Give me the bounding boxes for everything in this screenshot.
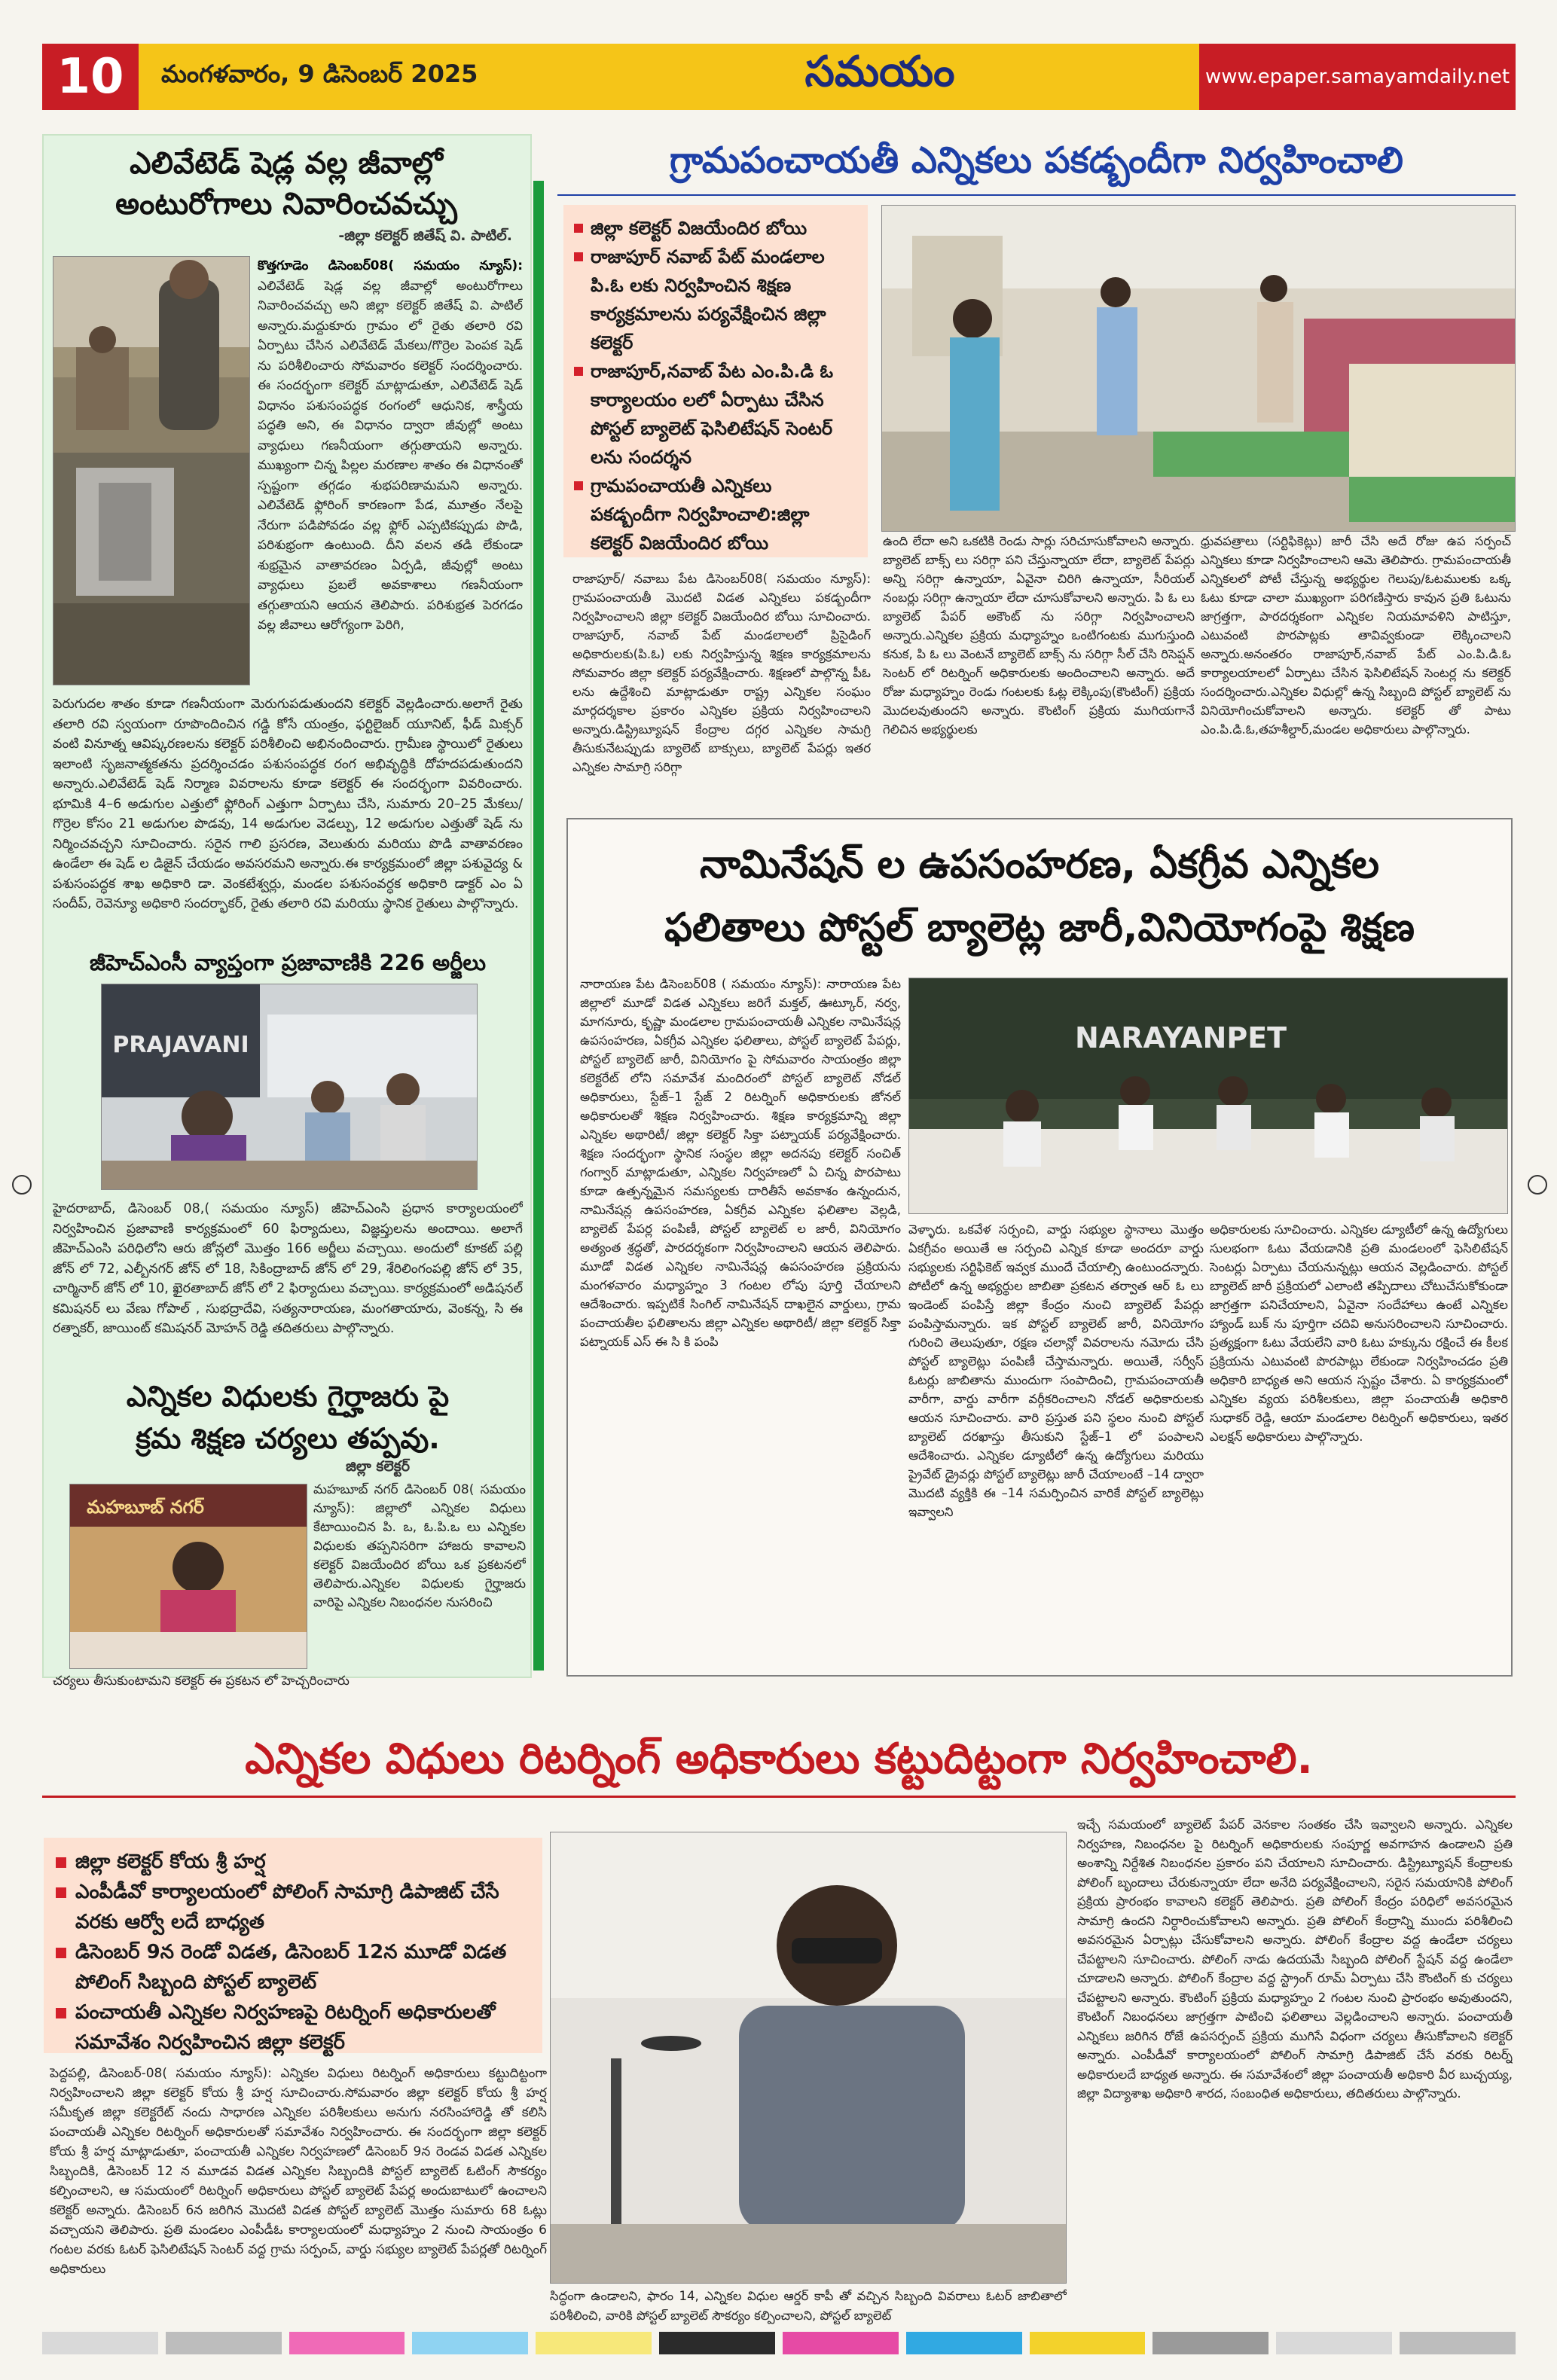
story4-bullet: జిల్లా కలెక్టర్ విజయేందిర బోయి xyxy=(574,214,857,243)
story6-col3: ఇచ్చే సమయంలో బ్యాలెట్ పేపర్ వెనకాల సంతకం చేసి ఇవ్వాలని అన్నారు. ఎన్నికల నిర్వహణ, నిబంధనల పై రిటర్నింగ్ అధికారులకు సంపూర్ణ అవగాహన ఉండాలని ప్రతి అంశాన్ని నిర్దేశిత నిబంధనల ప్రకారం పని చేయాలని సూచించారు. డిస్ట్రిబ్యూషన్ కేంద్రాలకు పోలింగ్ బృందాలు చేరుకున్నాయా లేదా అనేది పర్యవేక్షించాలని, సరైన సమయానికి పోలింగ్ ప్రక్రియ ప్రారంభం కావాలని కలెక్టర్ తెలిపారు. ప్రతి పోలింగ్ కేంద్రం పరిధిలో అవసరమైన సామాగ్రి ఉందని నిర్ధారించుకోవాలని అన్నారు. ప్రతి పోలింగ్ కేంద్రాన్ని ముందు పరిశీలించి అవసరమైన ఏర్పాట్లు చేసుకోవాలని అన్నారు. పోలింగ్ కేంద్రాల వద్ద ఉండేలా చర్యలు చేపట్టాలని సూచించారు. పోలింగ్ నాడు ఉదయమే సిబ్బంది పోలింగ్ స్టేషన్ వద్ద ఉండేలా చూడాలని అన్నారు. పోలింగ్ కేంద్రాల వద్ద స్ట్రాంగ్ రూమ్ ఏర్పాటు చేసి కౌంటింగ్ కు చర్యలు చేపట్టాలని అన్నారు. కౌంటింగ్ ప్రక్రియ మధ్యాహ్నం 2 గంటల నుంచి ప్రారంభం అవుతుందని, కౌంటింగ్ నిబంధనలు జాగ్రత్తగా పాటించి ఫలితాలు వెల్లడించాలని అన్నారు. పంచాయతీ ఎన్నికలు జరిగిన రోజే ఉపసర్పంచ్ ప్రక్రియ ముగిసే విధంగా చర్యలు తీసుకోవాలని కలెక్టర్ అన్నారు. ఎంపీడీవో కార్యాలయంలో పోలింగ్ సామాగ్రి డిపాజిట్ చేసే వరకు రిటర్న్ అధికారులదే బాధ్యత అన్నారు. ఈ సమావేశంలో జిల్లా పంచాయతీ అధికారి వీర బుచ్చయ్య, జిల్లా విద్యాశాఖ అధికారి శారద, సంబంధిత అధికారులు, తదితరులు పాల్గొన్నారు. xyxy=(1077,1817,1513,2101)
color-swatch xyxy=(536,2332,652,2354)
color-swatch xyxy=(1030,2332,1146,2354)
story5-headline-line1: నామినేషన్ ల ఉపసంహరణ, ఏకగ్రీవ ఎన్నికల xyxy=(699,842,1380,887)
story3-body-beside: మహబూబ్ నగర్ డిసెంబర్ 08( సమయం న్యూస్): జిల్లాలో ఎన్నికల విధులు కేటాయించిన పి. ఒ, ఓ.పి.ఒ లు ఎన్నికల విధులకు తప్పనిసరిగా హాజరు కావాలని కలెక్టర్ విజయేందిర బోయి ఒక ప్రకటనలో తెలిపారు.ఎన్నికల విధులకు గైర్హాజరు వారిపై ఎన్నికల నిబంధనల నుసరించి xyxy=(313,1482,526,1610)
column-divider xyxy=(533,181,544,1671)
story6-bullets xyxy=(44,1838,542,2053)
story4-bullet: రాజాపూర్,నవాబ్ పేట ఎం.పి.డి ఓ కార్యాలయం లలో ఏర్పాటు చేసిన పోస్టల్ బ్యాలెట్ ఫెసిలిటేషన్ సెంటర్ లను సందర్శన xyxy=(574,357,857,471)
color-swatch xyxy=(783,2332,899,2354)
color-swatch xyxy=(1400,2332,1516,2354)
story6-bullet: ఎంపీడీవో కార్యాలయంలో పోలింగ్ సామాగ్రి డిపాజిట్ చేసే వరకు ఆర్వో లదే బాధ్యత xyxy=(56,1877,530,1937)
color-swatch xyxy=(289,2332,405,2354)
story1-body-beside xyxy=(258,256,523,693)
masthead-bar xyxy=(42,44,1516,110)
story6-rule xyxy=(42,1796,1516,1798)
story4-photo xyxy=(881,205,1516,532)
narayanpet-sign: NARAYANPET xyxy=(1075,1021,1287,1054)
prajavani-sign: PRAJAVANI xyxy=(112,1032,249,1058)
story6-bullet: డిసెంబర్ 9న రెండో విడత, డిసెంబర్ 12న మూడో విడత పోలింగ్ సిబ్బంది పోస్టల్ బ్యాలెట్ xyxy=(56,1937,530,1997)
story3-headline xyxy=(53,1375,523,1460)
story3-body-full: చర్యలు తీసుకుంటామని కలెక్టర్ ఈ ప్రకటన లో హెచ్చరించారు xyxy=(53,1674,350,1689)
story5-col1: నారాయణ పేట డిసెంబర్08 ( సమయం న్యూస్): నారాయణ పేట జిల్లాలో మూడో విడత ఎన్నికలు జరిగే మక్తల్, ఊట్కూర్, నర్వ, మాగనూరు, కృష్ణా మండలాల గ్రామపంచాయతీ ఎన్నికల నామినేషన్ల ఉపసంహరణ, ఏకగ్రీవ ఎన్నికల ఫలితాలు, పోస్టల్ బ్యాలెట్ పేపర్లు, పోస్టల్ బ్యాలెట్ జారీ, వినియోగం పై సోమవారం సాయంత్రం జిల్లా కలెక్టరేట్ లోని సమావేశ మందిరంలో పోస్టల్ బ్యాలెట్ నోడల్ అధికారులు, స్టేజ్–1 స్టేజ్ 2 రిటర్నింగ్ అధికారులకు జోనల్ అధికారులతో శిక్షణ నిర్వహించారు. శిక్షణ కార్యక్రమాన్ని జిల్లా ఎన్నికల అథారిటీ/ జిల్లా కలెక్టర్ సిక్తా పట్నాయక్ పర్యవేక్షించారు. శిక్షణ సందర్భంగా స్థానిక సంస్థల జిల్లా అదనపు కలెక్టర్ సంచిత్ గంగ్వార్ మాట్లాడుతూ, ఎన్నికల నిర్వహణలో ఏ చిన్న పొరపాటు కూడా ఉత్పన్నమైన సమస్యలకు దారితీసే అవకాశం ఉన్నందున, నామినేషన్ల ఉపసంహరణ, ఏకగ్రీవ ఎన్నికల ఫలితాల వెల్లడి, బ్యాలెట్ పేపర్ల పంపిణీ, పోస్టల్ బ్యాలెట్ ల జారీ, వినియోగం అత్యంత శ్రద్ధతో, పారదర్శకంగా నిర్వహించాలని ఆయన తెలిపారు. మూడో విడత ఎన్నికల నామినేషన్ల ఉపసంహరణ ప్రక్రియను మంగళవారం మధ్యాహ్నం 3 గంటల లోపు పూర్తి చేయాలని ఆదేశించారు. ఇప్పటికే సింగిల్ నామినేషన్ దాఖలైన వార్డులు, గ్రామ పంచాయతీల ఫలితాలను జిల్లా ఎన్నికల అథారిటీ/ జిల్లా కలెక్టర్ సిక్తా పట్నాయక్ ఎస్ ఈ సి కి పంపి xyxy=(580,977,901,1349)
issue-date: మంగళవారం, 9 డిసెంబర్ 2025 xyxy=(139,44,560,110)
story1-headline-line2: అంటురోగాలు నివారించవచ్చు xyxy=(115,187,457,221)
registration-mark xyxy=(1528,1175,1547,1195)
story6-caption: సిద్ధంగా ఉండాలని, ఫారం 14, ఎన్నికల విధుల ఆర్డర్ కాపీ తో వచ్చిన సిబ్బంది వివరాలు ఓటర్ జాబితాలో పరిశీలించి, వారికి పోస్టల్ బ్యాలెట్ సౌకర్యం కల్పించాలని, పోస్టల్ బ్యాలెట్ xyxy=(550,2289,1067,2323)
color-swatch xyxy=(166,2332,282,2354)
color-swatch xyxy=(906,2332,1022,2354)
color-swatch xyxy=(412,2332,528,2354)
story3-headline-line1: ఎన్నికల విధులకు గైర్హాజరు పై xyxy=(126,1380,450,1413)
story6-col1: పెద్దపల్లి, డిసెంబర్-08( సమయం న్యూస్): ఎన్నికల విధులు రిటర్నింగ్ అధికారులు కట్టుదిట్టంగా నిర్వహించాలని జిల్లా కలెక్టర్ కోయ శ్రీ హర్ష సూచించారు.సోమవారం జిల్లా కలెక్టర్ కోయ శ్రీ హర్ష సమీకృత జిల్లా కలెక్టరేట్ నందు సాధారణ ఎన్నికల పరిశీలకులు అనుగు నరసింహారెడ్డి తో కలిసి పంచాయతీ ఎన్నికల రిటర్నింగ్ అధికారులతో సమావేశం నిర్వహించారు. ఈ సందర్భంగా జిల్లా కలెక్టర్ కోయ శ్రీ హర్ష మాట్లాడుతూ, పంచాయతీ ఎన్నికల నిర్వహణలో డిసెంబర్ 9న రెండవ విడత ఎన్నికల సిబ్బందికి, డిసెంబర్ 12 న మూడవ విడత ఎన్నికల సిబ్బందికి పోస్టల్ బ్యాలెట్ ఓటింగ్ సౌకర్యం కల్పించాలని, ఆ సమయంలో రిటర్నింగ్ అధికారులు పోస్టల్ బ్యాలెట్ పేపర్ల అందుబాటులో ఉంచాలని కలెక్టర్ అన్నారు. డిసెంబర్ 6న జరిగిన మొదటి విడత పోస్టల్ బ్యాలెట్ మొత్తం సుమారు 68 ఓట్లు వచ్చాయని తెలిపారు. ప్రతి మండలం ఎంపీడీఓ కార్యాలయంలో మధ్యాహ్నం 2 నుంచి సాయంత్రం 6 గంటల వరకు ఓటర్ ఫెసిలిటేషన్ సెంటర్ వద్ద గ్రామ సర్పంచ్, వార్డు సభ్యుల బ్యాలెట్ పేపర్లతో రిటర్నింగ్ అధికారులు xyxy=(50,2066,547,2277)
story5-col3: అధికారులకు సూచించారు. ఎన్నికల డ్యూటీలో ఉన్న ఉద్యోగులు సులభంగా ఓటు వేయడానికి ప్రతి మండలంలో ఫెసిలిటేషన్ సెంటర్లు ఏర్పాటు చేయనున్నట్లు ఆయన వెల్లడించారు. పోస్టల్ బ్యాలెట్ జారీ ప్రక్రియలో ఎలాంటి తప్పిదాలు చోటుచేసుకోకుండా జాగ్రత్తగా పనిచేయాలని, ఏవైనా సందేహాలు ఉంటే ఎన్నికల హ్యాండ్ బుక్ ను పూర్తిగా చదివి అనుసరించాలని సూచించారు. ప్రత్యక్షంగా ఓటు వేయలేని వారి ఓటు హక్కును రక్షించే ఈ కీలక ప్రక్రియను ఎటువంటి పొరపాట్లు లేకుండా నిర్వహించడం ప్రతి అధికారి బాధ్యత అని ఆయన స్పష్టం చేశారు. ఏ కార్యక్రమంలో ఎన్నికల వ్యయ పరిశీలకులు, జిల్లా పంచాయతీ అధికారి సుధాకర్ రెడ్డి, ఆయా మండలాల రిటర్నింగ్ అధికారులు, ఇతర ఎలక్షన్ అధికారులు పాల్గొన్నారు. xyxy=(1210,1222,1508,1444)
story4-bullets xyxy=(563,205,868,557)
color-swatch xyxy=(1276,2332,1392,2354)
story4-headline: గ్రామపంచాయతీ ఎన్నికలు పకడ్బందీగా నిర్వహించాలి xyxy=(670,139,1403,182)
story1-body-full: పెరుగుదల శాతం కూడా గణనీయంగా మెరుగుపడుతుందని కలెక్టర్ వెల్లడించారు.అలాగే రైతు తలారి రవి స్వయంగా రూపొందించిన గడ్డి కోసే యంత్రం, ఫర్టిలైజర్ యూనిట్, ఫీడ్ మిక్సర్ వంటి వినూత్న ఆవిష్కరణలను కలెక్టర్ పరిశీలించి అభినందించారు. గ్రామీణ స్థాయిలో రైతులు ఇలాంటి సృజనాత్మకతను ప్రదర్శించడం పశుసంపద్ధక రంగ అభివృద్ధికి దోహదపడుతుందని అన్నారు.ఎలివేటెడ్ షెడ్ నిర్మాణ వివరాలను కూడా కలెక్టర్ ఈ సందర్భంగా వివరించారు. భూమికి 4–6 అడుగుల ఎత్తులో ఫ్లోరింగ్ ఎత్తుగా ఏర్పాటు చేసి, సుమారు 20–25 మేకలు/గొర్రెల కోసం 21 అడుగుల పొడవు, 14 అడుగుల వెడల్పు, 12 అడుగుల ఎత్తుతో షెడ్ ను నిర్మించవచ్చని సూచించారు. సరైన గాలి ప్రసరణ, వెలుతురు మరియు పొడి వాతావరణం ఉండేలా ఈ షెడ్ ల డిజైన్ చేయడం అవసరమని అన్నారు.ఈ కార్యక్రమంలో జిల్లా పశువైద్య & పశుసంపద్ధక శాఖ అధికారి డా. వెంకటేశ్వర్లు, మండల పశుసంవర్ధక అధికారి డాక్టర్ ఎం ఏ సందీప్, రెవెన్యూ అధికారి సందర్భాకర్, రైతు తలారి రవి మరియు స్థానిక రైతులు పాల్గొన్నారు. xyxy=(53,697,523,911)
story2-photo xyxy=(101,984,478,1190)
story1-byline: -జిల్లా కలెక్టర్ జితేష్ వి. పాటిల్. xyxy=(338,227,512,244)
color-swatch xyxy=(1152,2332,1268,2354)
story1-headline-line1: ఎలివేటెడ్ షెడ్ల వల్ల జీవాల్లో xyxy=(130,146,443,181)
story2-body: హైదరాబాద్, డిసెంబర్ 08,( సమయం న్యూస్) జీహెచ్ఎంసి ప్రధాన కార్యాలయంలో నిర్వహించిన ప్రజావాణి కార్యక్రమంలో 60 ఫిర్యాదులు, విజ్ఞప్తులను అందాయి. అలాగే జీహెచ్ఎంసి పరిధిలోని ఆరు జోన్లలో మొత్తం 166 అర్జీలు వచ్చాయి. అందులో కూకట్ పల్లి జోన్ లో 72, ఎల్బీనగర్ జోన్ లో 18, సికింద్రాబాద్ జోన్ లో 29, శేరిలింగంపల్లి జోన్ లో 35, చార్మినార్ జోన్ లో 10, ఖైరతాబాద్ జోన్ లో 2 ఫిర్యాదులు వచ్చాయి. కార్యక్రమంలో అడిషనల్ కమిషనర్ లు వేణు గోపాల్ , సుభద్రాదేవి, సత్యనారాయణ, మంగతాయారు, వెంకన్న, సి ఈ రత్నాకర్, జాయింట్ కమిషనర్ మోహన్ రెడ్డి తదితరులు పాల్గొన్నారు. xyxy=(53,1201,523,1336)
story6-bullet: జిల్లా కలెక్టర్ కోయ శ్రీ హర్ష xyxy=(56,1847,530,1877)
livestock-shed-photo xyxy=(53,257,250,685)
story4-bullet: రాజాపూర్ నవాబ్ పేట్ మండలాల పి.ఓ లకు నిర్వహించిన శిక్షణ కార్యక్రమాలను పర్యవేక్షించిన జిల్లా కలెక్టర్ xyxy=(574,243,857,357)
story6-photo xyxy=(550,1832,1067,2284)
story3-photo xyxy=(69,1484,307,1669)
registration-mark xyxy=(12,1175,32,1195)
story5-photo xyxy=(908,978,1508,1214)
story3-byline: జిల్లా కలెక్టర్ xyxy=(346,1458,410,1475)
mahabubnagar-sign: మహబూబ్ నగర్ xyxy=(87,1497,204,1518)
story6-headline: ఎన్నికల విధులు రిటర్నింగ్ అధికారులు కట్టుదిట్టంగా నిర్వహించాలి. xyxy=(245,1735,1313,1783)
page-number: 10 xyxy=(42,44,139,110)
epaper-url[interactable]: www.epaper.samayamdaily.net xyxy=(1199,44,1516,110)
story3-headline-line2: క్రమ శిక్షణ చర్యలు తప్పవు. xyxy=(136,1422,440,1455)
story4-col2: ఉంది లేదా అని ఒకటికి రెండు సార్లు సరిచూసుకోవాలని అన్నారు. బ్యాలెట్ బాక్స్ లు సరిగ్గా పని చేస్తున్నాయా లేదా, బ్యాలెట్ పేపర్లు అన్ని సరిగ్గా ఉన్నాయా, ఏవైనా చిరిగి ఉన్నాయా, సీరియల్ నంబర్లు సరిగ్గా ఉన్నాయా లేదా చూసుకోవాలని అన్నారు. పి ఓ లు బ్యాలెట్ పేపర్ అకౌంట్ ను సరిగ్గా నిర్వహించాలని అన్నారు.ఎన్నికల ప్రక్రియ మధ్యాహ్నం ఒంటిగంటకు ముగుస్తుంది కనుక, పి ఓ లు వెంటనే బ్యాలెట్ బాక్స్ ను సరిగ్గా సీల్ చేసి రిసెప్షన్ సెంటర్ లో రిటర్నింగ్ అధికారులకు అందించాలని అన్నారు. అదే రోజు మధ్యాహ్నం రెండు గంటలకు ఓట్ల లెక్కింపు(కౌంటింగ్) ప్రక్రియ మొదలవుతుందని అన్నారు. కౌంటింగ్ ప్రక్రియ ముగియగానే గెలిచిన అభ్యర్థులకు xyxy=(883,534,1195,737)
brand-title: సమయం xyxy=(560,44,1199,110)
story4-col1: రాజాపూర్/ నవాబు పేట డిసెంబర్08( సమయం న్యూస్): గ్రామపంచాయతీ మొదటి విడత ఎన్నికలు పకడ్బందీగా నిర్వహించాలని జిల్లా కలెక్టర్ విజయేందిర బోయి సూచించారు. రాజాపూర్, నవాబ్ పేట్ మండలాలలో ప్రిసైడింగ్ అధికారులకు(పి.ఓ) లకు నిర్వహిస్తున్న శిక్షణ కార్యక్రమాలను సోమవారం జిల్లా కలెక్టర్ పర్యవేక్షించారు. శిక్షణలో పాల్గొన్న పీఓ లను ఉద్దేశించి మాట్లాడుతూ రాష్ట్ర ఎన్నికల సంఘం మార్గదర్శకాల ప్రకారం ఎన్నికల ప్రక్రియ నిర్వహించాలని అన్నారు.డిస్ట్రిబ్యూషన్ కేంద్రాల దగ్గర ఎన్నికల సామగ్రి తీసుకునేటప్పుడు బ్యాలెట్ బాక్సులు, బ్యాలెట్ పేపర్లు ఇతర ఎన్నికల సామాగ్రి సరిగ్గా xyxy=(572,572,871,774)
story6-bullet: పంచాయతీ ఎన్నికల నిర్వహణపై రిటర్నింగ్ అధికారులతో సమావేశం నిర్వహించిన జిల్లా కలెక్టర్ xyxy=(56,1997,530,2058)
story5-headline xyxy=(569,833,1510,960)
story1-headline xyxy=(53,143,520,224)
story2-headline: జీహెచ్ఎంసీ వ్యాప్తంగా ప్రజావాణికి 226 అర్జీలు xyxy=(89,950,487,975)
story1-photo xyxy=(53,256,250,685)
color-swatch xyxy=(42,2332,158,2354)
story4-rule xyxy=(557,194,1516,196)
story1-dateline: కొత్తగూడెం డిసెంబర్08( సమయం న్యూస్): xyxy=(258,258,523,273)
story4-col3: ధ్రువపత్రాలు (సర్టిఫికెట్లు) జారీ చేసి అదే రోజు ఉప సర్పంచ్ ఎన్నికలు కూడా నిర్వహించాలని ఆమె తెలిపారు. గ్రామపంచాయతీ ఎన్నికలలో పోటీ చేస్తున్న అభ్యర్థుల గెలుపు/ఓటములకు ఒక్క ఓటు కూడా చాలా ముఖ్యంగా పరిగణిస్తారు కావున ప్రతి ఓటును జాగ్రత్తగా, పారదర్శకంగా ఎన్నికల నియమావళిని పాటిస్తూ, ఎటువంటి పొరపాట్లకు తావివ్వకుండా లెక్కించాలని అన్నారు.అనంతరం రాజాపూర్,నవాబ్ పేట్ ఎం.పి.డి.ఓ కార్యాలయాలలో ఏర్పాటు చేసిన ఫెసిలిటేషన్ సెంటర్ల ను కలెక్టర్ సందర్శించారు.ఎన్నికల విధుల్లో ఉన్న సిబ్బంది పోస్టల్ బ్యాలెట్ ను వినియోగించుకోవాలని అన్నారు. కలెక్టర్ తో పాటు ఎం.పి.డి.ఓ,తహశీల్దార్,మండల అధికారులు పాల్గొన్నారు. xyxy=(1201,534,1511,737)
story1-text-beside: ఎలివేటెడ్ షెడ్ల వల్ల జీవాల్లో అంటురోగాలు నివారించవచ్చు అని జిల్లా కలెక్టర్ జితేష్ వి. పాటిల్ అన్నారు.మద్దుకూరు గ్రామం లో రైతు తలారి రవి ఏర్పాటు చేసిన ఎలివేటెడ్ మేకలు/గొర్రెల పెంపక షెడ్ ను పరిశీలించారు సోమవారం కలెక్టర్ సందర్శించారు. ఈ సందర్భంగా కలెక్టర్ మాట్లాడుతూ, ఎలివేటెడ్ షెడ్ విధానం పశుసంపద్ధక రంగంలో ఆధునిక, శాస్త్రీయ పద్ధతి అని, ఈ విధానం ద్వారా జీవుల్లో అంటు వ్యాధులు గణనీయంగా తగ్గుతాయని అన్నారు. ముఖ్యంగా చిన్న పిల్లల మరణాల శాతం ఈ విధానంతో స్పష్టంగా తగ్గడం శుభపరిణామమని అన్నారు. ఎలివేటెడ్ ఫ్లోరింగ్ కారణంగా పేడ, మూత్రం నేలపై నేరుగా పడిపోవడం వల్ల ఫ్లోర్ ఎప్పటికప్పుడు పొడి, పరిశుభ్రంగా ఉంటుంది. దీని వలన తడి లేకుండా శుభ్రమైన వాతావరణం ఏర్పడి, జీవుల్లో అంటు వ్యాధులు ప్రబలే అవకాశాలు గణనీయంగా తగ్గుతాయని ఆయన తెలిపారు. పరిశుభ్రత పెరగడం వల్ల జీవాలు ఆరోగ్యంగా పెరిగి, xyxy=(258,278,523,633)
story5-col2: వెళ్ళారు. ఒకవేళ సర్పంచి, వార్డు సభ్యుల స్థానాలు మొత్తం ఏకగ్రీవం అయితే ఆ సర్పంచి ఎన్నిక కూడా అందరూ వార్డు సభ్యులకు సర్టిఫికెట్ ఇవ్వక ముందే చేయాల్సి ఉంటుందన్నారు. పోటీలో ఉన్న అభ్యర్థుల జాబితా ప్రకటన తర్వాత ఆర్ ఓ లు ఇండెంట్ పంపిస్తే జిల్లా కేంద్రం నుంచి బ్యాలెట్ పేపర్లు పంపిస్తామన్నారు. ఇక పోస్టల్ బ్యాలెట్ జారీ, వినియోగం గురించి తెలుపుతూ, రక్షణ చలాన్లో వివరాలను నమోదు చేసి పోస్టల్ బ్యాలెట్లు పంపిణీ చేస్తామన్నారు. అయితే, సర్వీస్ ఓటర్లు జాబితాను ముందుగా సంపాదించి, గ్రామపంచాయతీ వారీగా, వార్డు వారీగా వర్గీకరించాలని నోడల్ అధికారులకు ఆయన సూచించారు. వారి ప్రస్తుత పని స్థలం నుంచి పోస్టల్ బ్యాలెట్ దరఖాస్తు తీసుకుని స్టేజ్–1 లో పంపాలని ఆదేశించారు. ఎన్నికల డ్యూటీలో ఉన్న ఉద్యోగులు మరియు ప్రైవేట్ డ్రైవర్లు పోస్టల్ బ్యాలెట్లు జారీ చేయాలంటే –14 ద్వారా మొదటి వ్యక్తికి ఈ –14 సమర్పించిన వారికే పోస్టల్ బ్యాలెట్లు ఇవ్వాలని xyxy=(908,1222,1204,1519)
print-color-bar xyxy=(42,2332,1516,2354)
story5-headline-line2: ఫలితాలు పోస్టల్ బ్యాలెట్ల జారీ,వినియోగంపై శిక్షణ xyxy=(664,905,1415,950)
story4-bullet: గ్రామపంచాయతీ ఎన్నికలు పకడ్బందీగా నిర్వహించాలి:జిల్లా కలెక్టర్ విజయేందిర బోయి xyxy=(574,471,857,557)
color-swatch xyxy=(659,2332,775,2354)
